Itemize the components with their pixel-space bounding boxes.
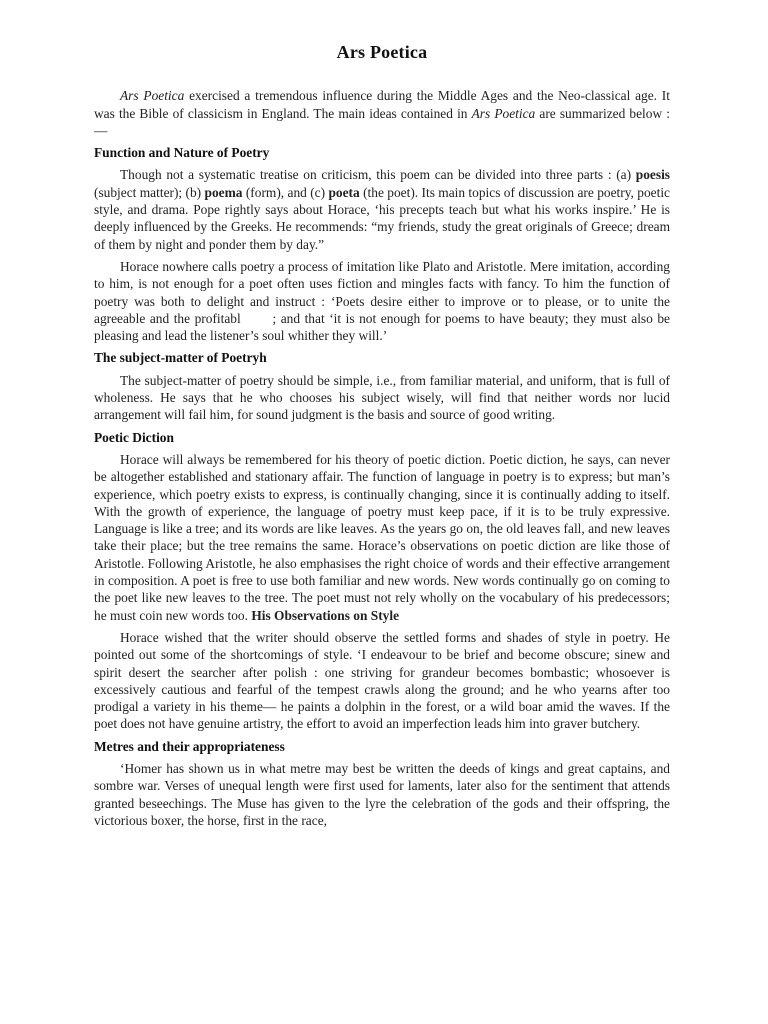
section-heading-subject-matter: The subject-matter of Poetryh [94,350,267,366]
section-heading-metres: Metres and their appropriateness [94,738,285,754]
paragraph: Though not a systematic treatise on criticism, this poem can be divided into three parts : (a) poesis (subject matter); (b) poema (form), and (c) poeta (the poet). Its main topics of discussion are poetry, poetic style, and drama. Pope rightly says about Horace, ‘his precepts teach but what his works inspire.’ He is deeply influenced by the Greeks. He recommends: “my friends, study the great originals of Greece; dream of them by night and ponder them by day.” [94,167,670,252]
paragraph: The subject-matter of poetry should be simple, i.e., from familiar material, and uniform, that is full of wholeness. He says that he who chooses his subject wisely, will find that neither words nor lucid arrangement will fail him, for sound judgment is the basis and source of good writing. [94,372,670,423]
section-heading-style: His Observations on Style [251,607,400,623]
section-heading-poetic-diction: Poetic Diction [94,429,174,445]
paragraph: Horace will always be remembered for his theory of poetic diction. Poetic diction, he says, can never be altogether established and stationary affair. The function of language in poetry is to express; but man’s experience, which poetry exists to express, is continually changing, since it is continually adding to itself. With the growth of experience, the language of poetry must keep pace, if it is to be truly expressive. Language is like a tree; and its words are like leaves. As the years go on, the old leaves fall, and new leaves take their place; but the tree remains the same. Horace’s observations on poetic diction are like those of Aristotle. Following Aristotle, he also emphasises the right choice of words and their effective arrangement in composition. A poet is free to use both familiar and new words. New words continually go on coming to the poet like new leaves to the tree. The poet must not rely wholly on the vocabulary of his predecessors; he must coin new words too. His Observations on Style [94,451,670,623]
paragraph: Horace wished that the writer should observe the settled forms and shades of style in poetry. He pointed out some of the shortcomings of style. ‘I endeavour to be brief and become obscure; sinew and spirit desert the searcher after polish : one striving for grandeur becomes bombastic; whosoever is excessively cautious and fearful of the tempest crawls along the ground; and he who yearns after too prodigal a variety in his theme— he paints a dolphin in the forest, or a wild boar amid the waves. If the poet does not have genuine artistry, the effort to avoid an imperfection leads him into graver butchery. [94,629,670,732]
paragraph: Horace nowhere calls poetry a process of imitation like Plato and Aristotle. Mere imitation, according to him, is not enough for a poet often uses fiction and mingles facts with fancy. To him the function of poetry was both to delight and instruct : ‘Poets desire either to improve or to please, or to unite the agreeable and the profitabl ; and that ‘it is not enough for poems to have beauty; they must also be pleasing and lead the listener’s soul whither they will.’ [94,258,674,344]
work-title-italic: Ars Poetica [471,105,536,121]
paragraph: ‘Homer has shown us in what metre may best be written the deeds of kings and great captains, and sombre war. Verses of unequal length were first used for laments, later also for the sentiment that attends granted beseechings. The Muse has given to the lyre the celebration of the gods and their offspring, the victorious boxer, the horse, first in the race, [94,760,670,828]
document-title: Ars Poetica [336,42,428,62]
section-heading-function: Function and Nature of Poetry [94,145,270,161]
intro-paragraph: Ars Poetica exercised a tremendous influence during the Middle Ages and the Neo-classical age. It was the Bible of classicism in England. The main ideas contained in Ars Poetica are summarized below :— [94,88,670,138]
work-title-italic: Ars Poetica [120,88,185,104]
